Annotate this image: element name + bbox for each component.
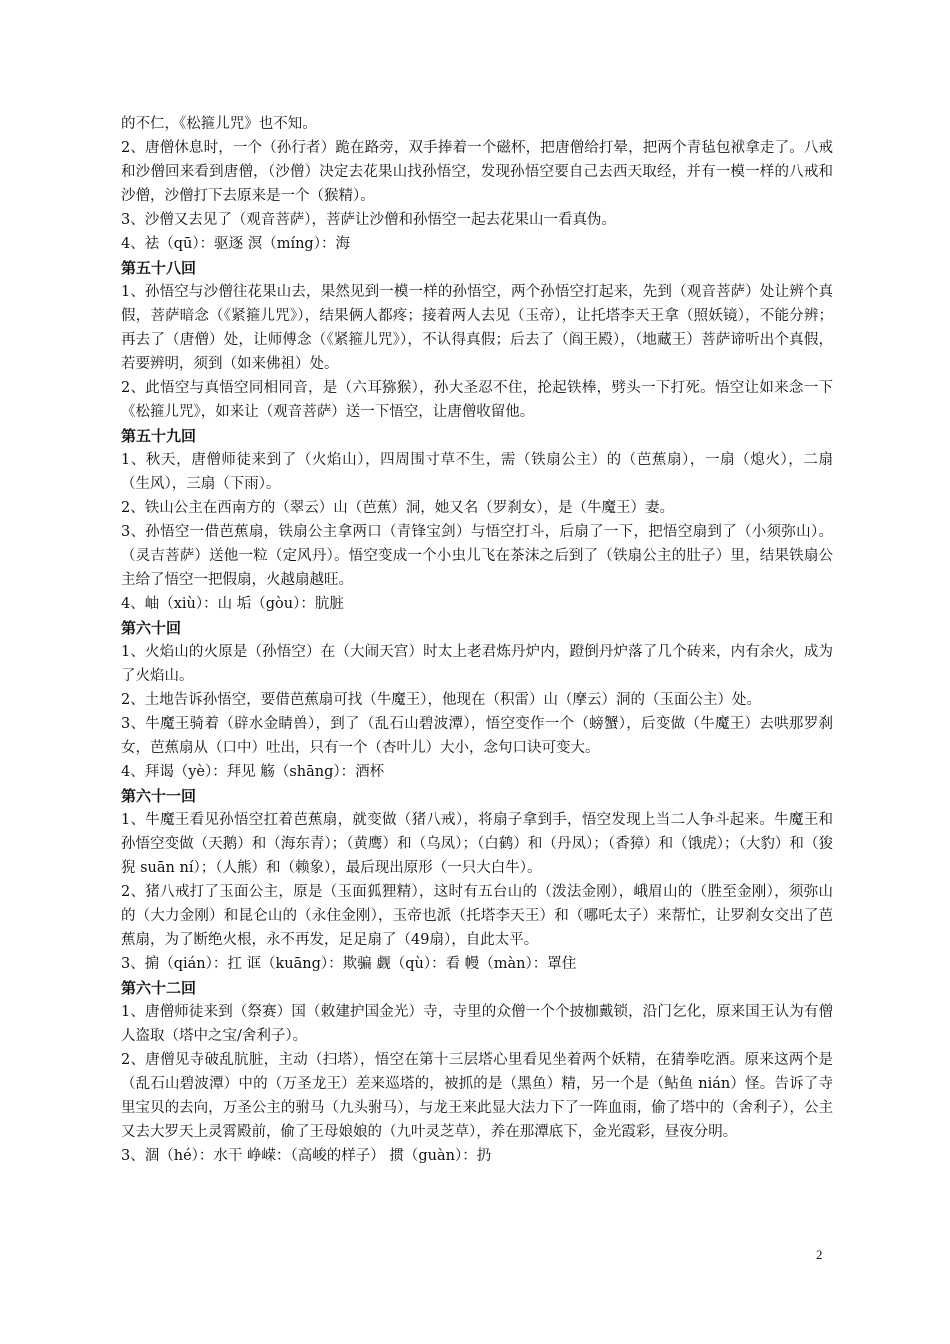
paragraph: 的不仁，《松箍儿咒》也不知。 — [121, 116, 317, 132]
paragraph: 2、猪八戒打了玉面公主，原是（玉面狐狸精），这时有五台山的（泼法金刚），峨眉山的（胜至金刚），须弥山的（大力金刚）和昆仑山的（永住金刚），玉帝也派（托塔李天王）和（哪吒太子）来帮忙，让罗刹女交出了芭蕉扇，为了断绝火根，永不再发，足足扇了（49扇），自此太平。 — [121, 884, 833, 948]
paragraph: 3、涸（hé）：水干 峥嵘：（高峻的样子） 掼（guàn）：扔 — [121, 1148, 492, 1164]
paragraph: 2、土地告诉孙悟空，要借芭蕉扇可找（牛魔王），他现在（积雷）山（摩云）洞的（玉面公主）处。 — [121, 692, 761, 708]
paragraph: 4、祛（qū）：驱逐 溟（míng）：海 — [121, 236, 350, 252]
paragraph: 1、火焰山的火原是（孙悟空）在（大闹天宫）时太上老君炼丹炉内，蹬倒丹炉落了几个砖来，内有余火，成为了火焰山。 — [121, 644, 833, 684]
paragraph: 2、铁山公主在西南方的（翠云）山（芭蕉）洞，她又名（罗刹女），是（牛魔王）妻。 — [121, 500, 674, 516]
paragraph: 3、牛魔王骑着（辟水金睛兽），到了（乱石山碧波潭），悟空变作一个（螃蟹），后变做（牛魔王）去哄那罗刹女，芭蕉扇从（口中）吐出，只有一个（杏叶儿）大小，念句口诀可变大。 — [121, 716, 833, 756]
paragraph: 2、此悟空与真悟空同相同音，是（六耳猕猴），孙大圣忍不住，抡起铁棒，劈头一下打死。悟空让如来念一下《松箍儿咒》，如来让（观音菩萨）送一下悟空，让唐僧收留他。 — [121, 380, 833, 420]
paragraph: 4、岫（xiù）：山 垢（gòu）：肮脏 — [121, 596, 344, 612]
paragraph: 2、唐僧休息时，一个（孙行者）跪在路旁，双手捧着一个磁杯，把唐僧给打晕，把两个青毡包袱拿走了。八戒和沙僧回来看到唐僧，（沙僧）决定去花果山找孙悟空，发现孙悟空要自己去西天取经，并有一模一样的八戒和沙僧，沙僧打下去原来是一个（猴精）。 — [121, 140, 833, 204]
paragraph: 3、掮（qián）：扛 诓（kuāng）：欺骗 觑（qù）：看 幔（màn）：罩住 — [121, 956, 577, 972]
paragraph: 2、唐僧见寺破乱肮脏，主动（扫塔），悟空在第十三层塔心里看见坐着两个妖精，在猜拳吃酒。原来这两个是（乱石山碧波潭）中的（万圣龙王）差来巡塔的，被抓的是（黑鱼）精，另一个是（鲇鱼 nián）怪。告诉了寺里宝贝的去向，万圣公主的驸马（九头驸马），与龙王来此显大法力下了一阵血雨，偷了塔中的（舍利子），公主又去大罗天上灵霄殿前，偷了王母娘娘的（九叶灵芝草），养在那潭底下，金光霞彩，昼夜分明。 — [121, 1052, 833, 1140]
chapter-heading-60: 第六十回 — [121, 619, 182, 637]
chapter-heading-59: 第五十九回 — [121, 427, 197, 445]
paragraph: 1、唐僧师徒来到（祭赛）国（敕建护国金光）寺，寺里的众僧一个个披枷戴锁，沿门乞化，原来国王认为有僧人盗取（塔中之宝/舍利子）。 — [121, 1004, 833, 1044]
chapter-heading-62: 第六十二回 — [121, 979, 197, 997]
page-number: 2 — [816, 1247, 823, 1262]
paragraph: 3、孙悟空一借芭蕉扇，铁扇公主拿两口（青锋宝剑）与悟空打斗，后扇了一下，把悟空扇到了（小须弥山）。（灵吉菩萨）送他一粒（定风丹）。悟空变成一个小虫儿飞在茶沫之后到了（铁扇公主的肚子）里，结果铁扇公主给了悟空一把假扇，火越扇越旺。 — [121, 524, 833, 588]
paragraph: 4、拜谒（yè）：拜见 觞（shāng）：酒杯 — [121, 764, 385, 780]
paragraph: 1、牛魔王看见孙悟空扛着芭蕉扇，就变做（猪八戒），将扇子拿到手，悟空发现上当二人争斗起来。牛魔王和孙悟空变做（天鹅）和（海东青）；（黄鹰）和（乌凤）；（白鹤）和（丹凤）；（香獐）和（饿虎）；（大豹）和（狻猊 suān ní）；（人熊）和（赖象），最后现出原形（一只大白牛）。 — [121, 812, 833, 876]
chapter-heading-61: 第六十一回 — [121, 787, 197, 805]
document-page — [121, 112, 833, 1168]
chapter-heading-58: 第五十八回 — [121, 259, 197, 277]
paragraph: 3、沙僧又去见了（观音菩萨），菩萨让沙僧和孙悟空一起去花果山一看真伪。 — [121, 212, 616, 228]
paragraph: 1、秋天，唐僧师徒来到了（火焰山），四周围寸草不生，需（铁扇公主）的（芭蕉扇），一扇（熄火），二扇（生风），三扇（下雨）。 — [121, 452, 833, 492]
paragraph: 1、孙悟空与沙僧往花果山去，果然见到一模一样的孙悟空，两个孙悟空打起来，先到（观音菩萨）处让辨个真假，菩萨暗念（《紧箍儿咒》），结果俩人都疼；接着两人去见（玉帝），让托塔李天王拿（照妖镜），不能分辨；再去了（唐僧）处，让师傅念（《紧箍儿咒》），不认得真假；后去了（阎王殿），（地藏王）菩萨谛听出个真假，若要辨明，须到（如来佛祖）处。 — [121, 284, 833, 372]
